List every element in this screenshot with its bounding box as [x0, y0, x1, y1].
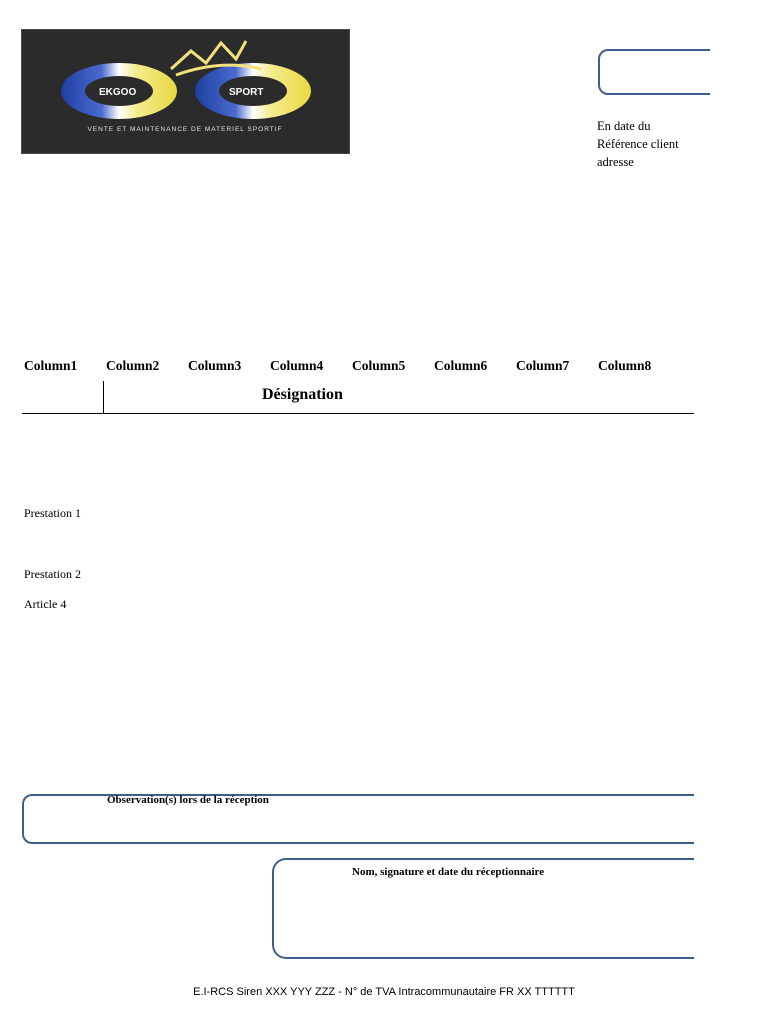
client-info: [597, 117, 727, 171]
client-reference-label: Référence client: [597, 137, 679, 151]
line-item: Prestation 1: [24, 506, 81, 520]
observations-label: Observation(s) lors de la réception: [107, 794, 269, 806]
designation-rule: [22, 413, 694, 414]
designation-divider: [103, 381, 104, 413]
column-header: Column7: [516, 358, 570, 373]
column-header: Column1: [24, 358, 78, 373]
logo-text-right: SPORT: [229, 87, 264, 98]
designation-title: Désignation: [262, 386, 343, 403]
column-header: Column4: [270, 358, 324, 373]
column-header: Column6: [434, 358, 488, 373]
line-item: Article 4: [24, 597, 67, 611]
client-box: [598, 49, 710, 95]
date-label: En date du: [597, 119, 651, 133]
signature-label: Nom, signature et date du réceptionnaire: [352, 866, 545, 878]
column-header: Column5: [352, 358, 406, 373]
logo-tagline: VENTE ET MAINTENANCE DE MATERIEL SPORTIF: [87, 126, 283, 133]
column-header: Column3: [188, 358, 242, 373]
company-logo: [21, 29, 350, 154]
column-header-row: [24, 358, 694, 378]
column-header: Column2: [106, 358, 160, 373]
logo-text-left: EKGOO: [99, 87, 137, 98]
legal-footer: E.I-RCS Siren XXX YYY ZZZ - N° de TVA Intracommunautaire FR XX TTTTTT: [193, 986, 575, 996]
column-header: Column8: [598, 358, 652, 373]
address-label: adresse: [597, 155, 634, 169]
line-item: Prestation 2: [24, 567, 81, 581]
